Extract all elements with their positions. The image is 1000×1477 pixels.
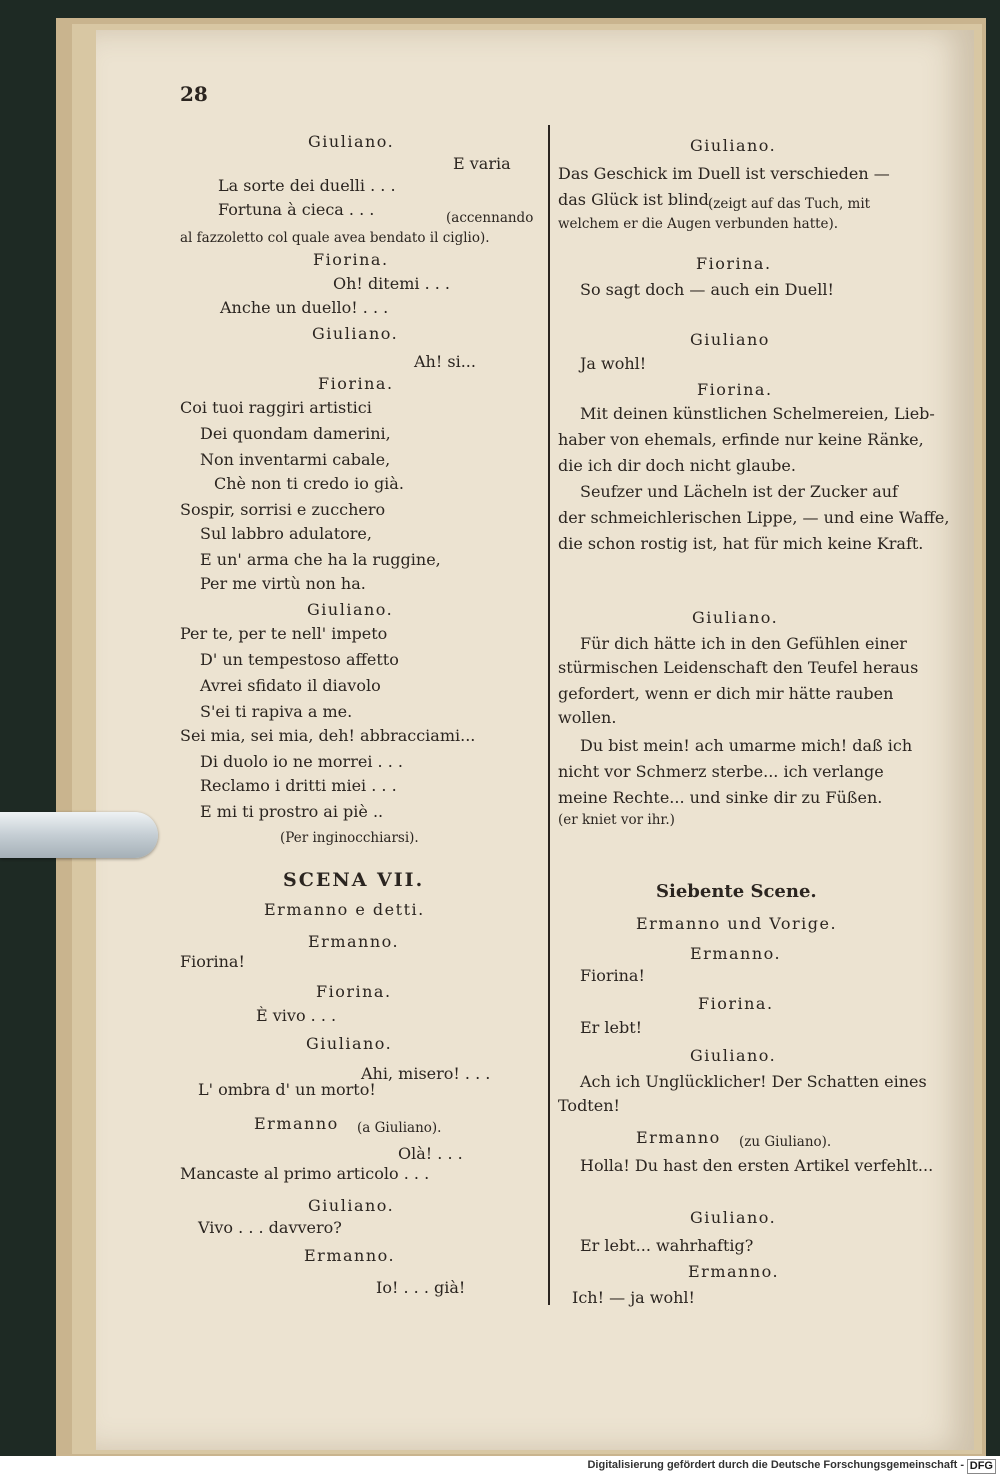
prose-line: die ich dir doch nicht glaube.: [558, 456, 796, 475]
stage-direction: welchem er die Augen verbunden hatte).: [558, 216, 839, 232]
verse-line: Per te, per te nell' impeto: [180, 624, 388, 643]
verse-line: Sospir, sorrisi e zucchero: [180, 500, 386, 519]
page-number: 28: [180, 82, 208, 106]
prose-line: Ja wohl!: [580, 354, 647, 373]
verse-line: Avrei sfidato il diavolo: [200, 676, 381, 695]
verse-line: Sul labbro adulatore,: [200, 524, 372, 543]
verse-line: Anche un duello! . . .: [220, 298, 389, 317]
prose-line: stürmischen Leidenschaft den Teufel heraus: [558, 658, 919, 677]
footer-bar: [0, 1456, 1000, 1477]
verse-line: Reclamo i dritti miei . . .: [200, 776, 397, 795]
speaker-giuliano: Giuliano.: [690, 1046, 777, 1065]
prose-line: Todten!: [558, 1096, 620, 1115]
prose-line: meine Rechte... und sinke dir zu Füßen.: [558, 788, 883, 807]
footer-text: Digitalisierung gefördert durch die Deutsche Forschungsgemeinschaft -: [587, 1459, 964, 1471]
verse-line: Olà! . . .: [398, 1144, 463, 1163]
scene-characters: Ermanno und Vorige.: [636, 914, 838, 933]
speaker-giuliano: Giuliano.: [308, 132, 395, 151]
verse-line: Dei quondam damerini,: [200, 424, 391, 443]
verse-line: Mancaste al primo articolo . . .: [180, 1164, 430, 1183]
speaker-fiorina: Fiorina.: [698, 994, 774, 1013]
stage-direction: (accennando: [446, 210, 534, 226]
speaker-fiorina: Fiorina.: [313, 250, 389, 269]
speaker-giuliano: Giuliano.: [307, 600, 394, 619]
verse-line: E mi ti prostro ai piè ..: [200, 802, 384, 821]
verse-line: E varia: [453, 154, 511, 173]
speaker-giuliano: Giuliano.: [690, 136, 777, 155]
verse-line: È vivo . . .: [256, 1006, 337, 1025]
page-clip: [0, 812, 158, 858]
verse-line: Oh! ditemi . . .: [333, 274, 450, 293]
speaker-fiorina: Fiorina.: [318, 374, 394, 393]
verse-line: E un' arma che ha la ruggine,: [200, 550, 441, 569]
prose-line: der schmeichlerischen Lippe, — und eine Waffe,: [558, 508, 950, 527]
prose-line: nicht vor Schmerz sterbe... ich verlange: [558, 762, 884, 781]
verse-line: La sorte dei duelli . . .: [218, 176, 396, 195]
verse-line: Sei mia, sei mia, deh! abbracciami...: [180, 726, 476, 745]
verse-line: Non inventarmi cabale,: [200, 450, 391, 469]
speaker-ermanno: Ermanno.: [690, 944, 782, 963]
verse-line: Ah! si...: [414, 352, 476, 371]
speaker-ermanno: Ermanno: [636, 1128, 721, 1147]
prose-line: Mit deinen künstlichen Schelmereien, Lieb-: [580, 404, 935, 423]
prose-line: Du bist mein! ach umarme mich! daß ich: [580, 736, 913, 755]
dfg-logo: DFG: [967, 1459, 996, 1474]
speaker-ermanno: Ermanno: [254, 1114, 339, 1133]
verse-line: Fiorina!: [180, 952, 245, 971]
prose-line: Seufzer und Lächeln ist der Zucker auf: [580, 482, 898, 501]
prose-line: Für dich hätte ich in den Gefühlen einer: [580, 634, 907, 653]
prose-line: Er lebt... wahrhaftig?: [580, 1236, 754, 1255]
speaker-fiorina: Fiorina.: [696, 254, 772, 273]
scene-heading: Siebente Scene.: [656, 881, 817, 902]
verse-line: S'ei ti rapiva a me.: [200, 702, 353, 721]
scene-characters: Ermanno e detti.: [264, 900, 425, 919]
prose-line: Er lebt!: [580, 1018, 643, 1037]
prose-line: Ich! — ja wohl!: [572, 1288, 695, 1307]
stage-direction: (er kniet vor ihr.): [558, 812, 675, 828]
speaker-ermanno: Ermanno.: [304, 1246, 396, 1265]
verse-line: L' ombra d' un morto!: [198, 1080, 376, 1099]
speaker-giuliano: Giuliano: [690, 330, 770, 349]
prose-line: So sagt doch — auch ein Duell!: [580, 280, 834, 299]
verse-line: Ahi, misero! . . .: [361, 1064, 491, 1083]
prose-line: haber von ehemals, erfinde nur keine Ränke,: [558, 430, 924, 449]
prose-line: das Glück ist blind: [558, 190, 709, 209]
speaker-fiorina: Fiorina.: [316, 982, 392, 1001]
speaker-fiorina: Fiorina.: [697, 380, 773, 399]
speaker-giuliano: Giuliano.: [306, 1034, 393, 1053]
stage-direction: (zeigt auf das Tuch, mit: [708, 196, 871, 212]
verse-line: Per me virtù non ha.: [200, 574, 366, 593]
stage-direction: (a Giuliano).: [357, 1120, 442, 1136]
scene-heading: SCENA VII.: [283, 869, 425, 891]
verse-line: Io! . . . già!: [376, 1278, 466, 1297]
speaker-giuliano: Giuliano.: [308, 1196, 395, 1215]
verse-line: Coi tuoi raggiri artistici: [180, 398, 372, 417]
prose-line: die schon rostig ist, hat für mich keine Kraft.: [558, 534, 924, 553]
speaker-giuliano: Giuliano.: [312, 324, 399, 343]
verse-line: D' un tempestoso affetto: [200, 650, 399, 669]
stage-direction: al fazzoletto col quale avea bendato il ciglio).: [180, 230, 490, 246]
prose-line: wollen.: [558, 708, 617, 727]
verse-line: Di duolo io ne morrei . . .: [200, 752, 403, 771]
prose-line: Ach ich Unglücklicher! Der Schatten eines: [580, 1072, 927, 1091]
prose-line: gefordert, wenn er dich mir hätte rauben: [558, 684, 894, 703]
speaker-ermanno: Ermanno.: [308, 932, 400, 951]
speaker-giuliano: Giuliano.: [692, 608, 779, 627]
verse-line: Fortuna à cieca . . .: [218, 200, 375, 219]
column-divider: [548, 125, 550, 1305]
stage-direction: (Per inginocchiarsi).: [280, 830, 419, 846]
speaker-ermanno: Ermanno.: [688, 1262, 780, 1281]
speaker-giuliano: Giuliano.: [690, 1208, 777, 1227]
stage-direction: (zu Giuliano).: [739, 1134, 832, 1150]
prose-line: Fiorina!: [580, 966, 645, 985]
verse-line: Vivo . . . davvero?: [198, 1218, 342, 1237]
prose-line: Holla! Du hast den ersten Artikel verfehlt...: [580, 1156, 934, 1175]
prose-line: Das Geschick im Duell ist verschieden —: [558, 164, 890, 183]
verse-line: Chè non ti credo io già.: [214, 474, 404, 493]
